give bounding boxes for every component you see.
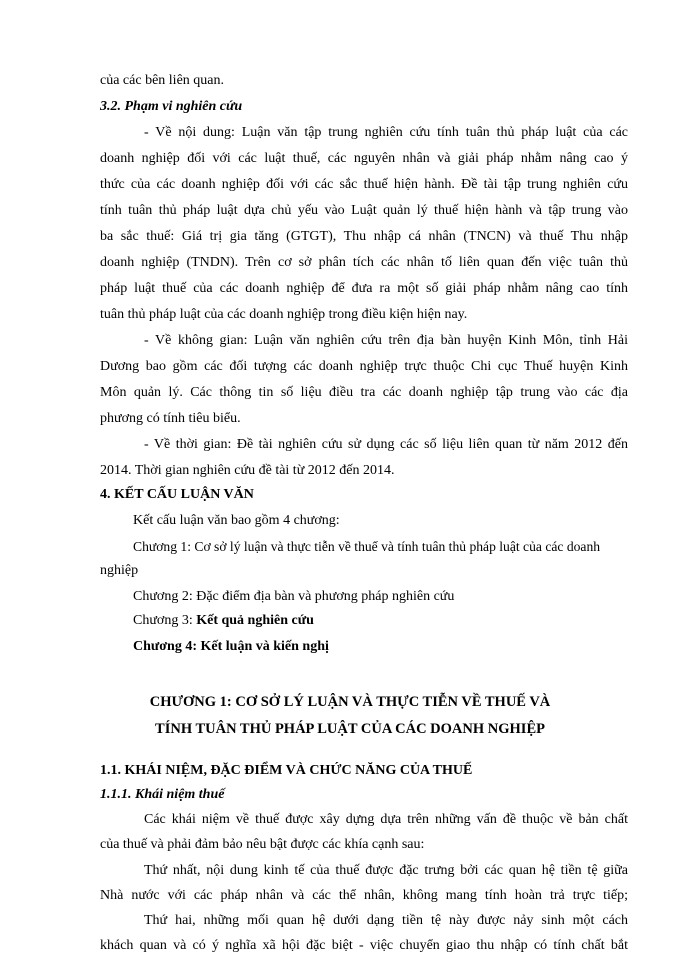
paragraph-line: tuân thủ pháp luật của các doanh nghiệp trong điều kiện hiện nay. [100,307,468,322]
chapter-4-item: Chương 4: Kết luận và kiến nghị [133,639,329,654]
paragraph-line: Thứ nhất, nội dung kinh tế của thuế được đặc trưng bởi các quan hệ tiền tệ giữa [144,863,628,878]
paragraph-line: phương có tính tiêu biểu. [100,411,241,426]
chapter-list-item [133,612,314,630]
paragraph-line: - Về nội dung: Luận văn tập trung nghiên cứu tính tuân thủ pháp luật của các [144,125,628,140]
chapter-3-prefix: Chương 3: [133,613,193,628]
paragraph-line: thức của các doanh nghiệp đối với các sắc thuế hiện hành. Đề tài tập trung nghiên cứu [100,177,628,192]
paragraph-line: khách quan và có ý nghĩa xã hội đặc biệt - việc chuyển giao thu nhập có tính chất bắt [100,938,628,953]
paragraph-line: Các khái niệm về thuế được xây dựng dựa trên những vấn đề thuộc về bản chất [144,812,628,827]
chapter-title-line-2: TÍNH TUÂN THỦ PHÁP LUẬT CỦA CÁC DOANH NGHIỆP [155,721,545,737]
chapter-list-item: Chương 2: Đặc điểm địa bàn và phương pháp nghiên cứu [133,589,455,604]
text-line: của các bên liên quan. [100,73,224,88]
paragraph-line: doanh nghiệp đối với các luật thuế, các nguyên nhân và giải pháp nhằm nâng cao ý [100,151,628,166]
paragraph-line: của thuế và phải đảm bảo nêu bật được các khía cạnh sau: [100,837,425,852]
paragraph-line: Môn quản lý. Các thông tin số liệu điều tra các doanh nghiệp tập trung vào các địa [100,385,628,400]
chapter-title-line-1: CHƯƠNG 1: CƠ SỞ LÝ LUẬN VÀ THỰC TIỄN VỀ THUẾ VÀ [149,694,551,710]
section-heading-3-2: 3.2. Phạm vi nghiên cứu [100,99,243,114]
paragraph-line: ba sắc thuế: Giá trị gia tăng (GTGT), Thu nhập cá nhân (TNCN) và thuế Thu nhập [100,229,628,244]
paragraph-line: doanh nghiệp (TNDN). Trên cơ sở phân tích các nhân tố liên quan đến việc tuân thủ [100,255,628,270]
paragraph-line: pháp luật thuế của các doanh nghiệp để đưa ra một số giải pháp nhằm nâng cao tính [100,281,628,296]
chapter-list-item: Chương 1: Cơ sở lý luận và thực tiễn về thuế và tính tuân thủ pháp luật của các doanh [133,539,601,554]
paragraph-line: Thứ hai, những mối quan hệ dưới dạng tiền tệ này được nảy sinh một cách [144,913,628,928]
paragraph-line: 2014. Thời gian nghiên cứu đề tài từ 2012 đến 2014. [100,463,395,478]
paragraph-line: - Về thời gian: Đề tài nghiên cứu sử dụng các số liệu liên quan từ năm 2012 đến [144,437,628,452]
paragraph-line: Dương bao gồm các đối tượng các doanh nghiệp trực thuộc Chi cục Thuế huyện Kinh [100,359,628,374]
chapter-3-title: Kết quả nghiên cứu [196,613,314,628]
section-heading-1-1: 1.1. KHÁI NIỆM, ĐẶC ĐIỂM VÀ CHỨC NĂNG CỦA THUẾ [100,763,473,778]
section-heading-1-1-1: 1.1.1. Khái niệm thuế [100,787,225,802]
paragraph-line: - Về không gian: Luận văn nghiên cứu trên địa bàn huyện Kinh Môn, tỉnh Hải [144,333,628,348]
paragraph-line: Kết cấu luận văn bao gồm 4 chương: [133,513,340,528]
paragraph-line: Nhà nước với các pháp nhân và các thể nhân, không mang tính hoàn trả trực tiếp; [100,888,628,903]
chapter-list-item-cont: nghiệp [100,563,139,578]
paragraph-line: tính tuân thủ pháp luật dựa chủ yếu vào Luật quản lý thuế hiện hành và tập trung vào [100,203,628,218]
section-heading-4: 4. KẾT CẤU LUẬN VĂN [100,487,254,502]
